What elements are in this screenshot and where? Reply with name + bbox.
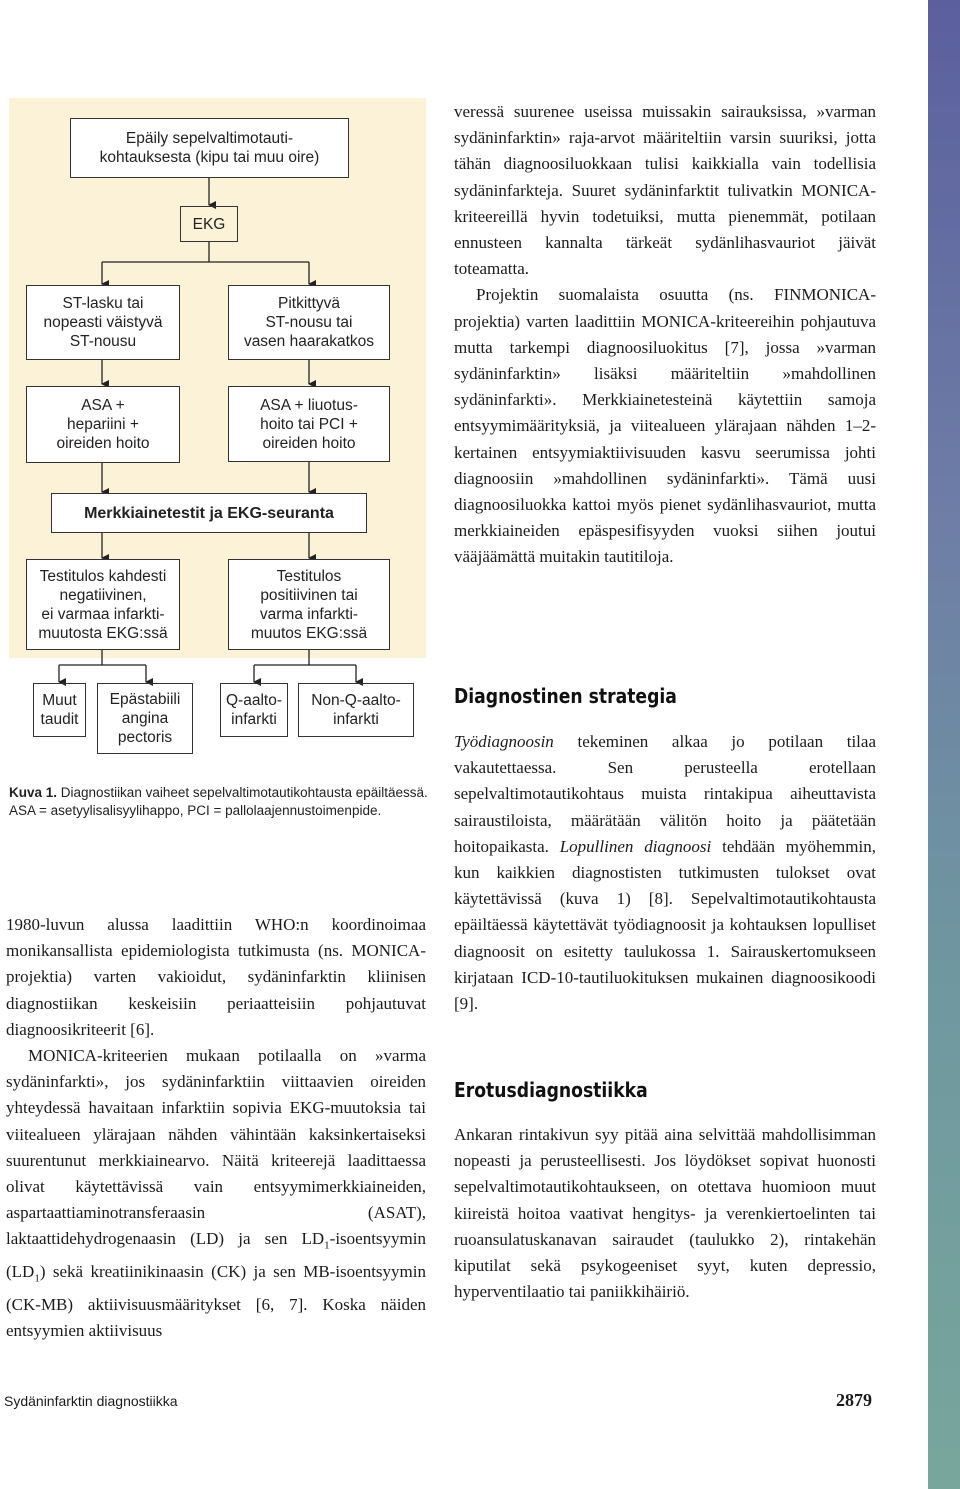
right-paragraph-4: Ankaran rintakivun syy pitää aina selvittää mahdollisimman nopeasti ja perusteellisesti. Jos löydökset sopivat huonosti sepelvaltimotautikohtaukseen, on otettava huomioon muut kiireistä hoitoa vaativat hengitys- ja verenkiertoelinten tai ruoansulatuskanavan sairaudet (taulukko 2), rintakehän kiputilat sekä psykogeeniset syyt, kuten depressio, hyperventilaatio tai paniikkihäiriö. (454, 1125, 876, 1302)
left-column (6, 912, 426, 1344)
unstable-angina-box: Epästabiili angina pectoris (97, 683, 193, 754)
st-elevation-box: Pitkittyvä ST-nousu tai vasen haarakatkos (228, 285, 390, 360)
right-column-middle (454, 729, 876, 1017)
right-paragraph-3 (454, 729, 876, 1017)
left-paragraph-2-part-c: ) sekä kreatiinikinaasin (CK) ja sen MB-isoentsyymin (CK-MB) aktiivisuusmääritykset [6, 7]. Koska näiden entsyymien aktiivisuus (6, 1262, 426, 1340)
ekg-box: EKG (180, 206, 238, 242)
page-number: 2879 (836, 1390, 872, 1410)
left-paragraph-2-part-b: -isoentsyymin (LD (6, 1229, 426, 1282)
test-negative-box: Testitulos kahdesti negatiivinen, ei varmaa infarkti- muutosta EKG:ssä (26, 559, 180, 650)
term-lopullinen-diagnoosi: Lopullinen diagnoosi (559, 836, 712, 856)
non-q-infarct-box: Non-Q-aalto- infarkti (298, 683, 414, 737)
right-paragraph-3-part-a: tekeminen alkaa jo potilaan tilaa vakautettaessa. Sen perusteella erotellaan sepelvaltimotautikohtaus muista rintakipua aiheuttavista sairaustiloista, määrätään välitön hoito ja päätetään hoitopaikasta. (454, 732, 876, 856)
figure-caption (9, 784, 429, 820)
right-paragraph-2: Projektin suomalaista osuutta (ns. FINMONICA-projektia) varten laadittiin MONICA-kriteereihin pohjautuva mutta tarkempi diagnoosiluokitus [7], jossa »varman sydäninfarktin» lisäksi määriteltiin »mahdollinen sydäninfarkti». Merkkiainetesteinä käytettiin samoja entsyymimäärityksiä, ja viitealueen ylärajaan nähden 1–2-kertainen entsyymiaktiivisuuden kasvu seerumissa johti diagnoosiin »mahdollinen sydäninfarkti». Tämä uusi diagnoosiluokka kattoi myös pienet sydänlihasvauriot, mutta merkkiaineiden epäspesifisyyden vuoksi siihen joutui vääjäämättä muitakin tautitiloja. (454, 285, 876, 567)
subscript-1: 1 (324, 1239, 330, 1252)
caption-text: Diagnostiikan vaiheet sepelvaltimotautikohtausta epäiltäessä. ASA = asetyylisalisyylihappo, PCI = pallolaajennustoimenpide. (9, 785, 428, 818)
right-paragraph-3-part-b: tehdään myöhemmin, kun kaikkien diagnostisten tutkimusten tulokset ovat käytettävissä (kuva 1) [8]. Sepelvaltimotautikohtausta epäiltäessä käytettävät työdiagnoosit ja kohtauksen lopulliset diagnoosit on esitetty taulukossa 1. Sairauskertomukseen kirjataan ICD-10-tautiluokituksen mukainen diagnoosikoodi [9]. (454, 836, 876, 1014)
heading-diagnostinen-strategia: Diagnostinen strategia (454, 684, 677, 708)
right-column-bottom (454, 1122, 876, 1305)
st-depression-box: ST-lasku tai nopeasti väistyvä ST-nousu (26, 285, 180, 360)
right-paragraph-1: veressä suurenee useissa muissakin sairauksissa, »varman sydäninfarktin» raja-arvot määriteltiin varsin suuriksi, jotta tähän diagnoosiluokkaan tulisi kaikkialla vain todellisia sydäninfarkteja. Suuret sydäninfarktit tulivatkin MONICA-kriteereillä hyvin todetuiksi, mutta pienemmät, potilaan ennusteen kannalta tärkeät sydänlihasvauriot jäivät toteamatta. (454, 102, 876, 279)
q-infarct-box: Q-aalto- infarkti (220, 683, 288, 737)
side-color-band (928, 0, 960, 1489)
left-paragraph-2-part-a: MONICA-kriteerien mukaan potilaalla on »varma sydäninfarkti», jos sydäninfarktiin viittaavien oireiden yhteydessä havaitaan infarktiin sopivia EKG-muutoksia tai viitealueen ylärajaan nähden vähintään kaksinkertaiseksi suurentunut merkkiainearvo. Näitä kriteerejä laadittaessa olivat käytettävissä vain entsyymimerkkiaineiden, aspartaattiaminotransferaasin (ASAT), laktaattidehydrogenaasin (LD) ja sen LD (6, 1046, 426, 1249)
heading-erotusdiagnostiikka: Erotusdiagnostiikka (454, 1078, 648, 1102)
left-paragraph-2 (6, 1043, 426, 1344)
term-tyodiagnoosi: Työdiagnoosin (454, 732, 554, 751)
left-paragraph-1: 1980-luvun alussa laadittiin WHO:n koordinoimaa monikansallista epidemiologista tutkimusta (ns. MONICA-projektia) varten vakioidut, sydäninfarktin kliinisen diagnostiikan keskeisiin periaatteisiin pohjautuvat diagnoosikriteerit [6]. (6, 915, 426, 1039)
other-diseases-box: Muut taudit (33, 683, 86, 737)
asa-lysis-box: ASA + liuotus- hoito tai PCI + oireiden hoito (228, 386, 390, 462)
right-column-top (454, 99, 876, 571)
footer-title: Sydäninfarktin diagnostiikka (4, 1393, 178, 1409)
caption-label: Kuva 1. (9, 785, 58, 800)
test-positive-box: Testitulos positiivinen tai varma infarkti- muutos EKG:ssä (228, 559, 390, 650)
subscript-2: 1 (34, 1272, 40, 1285)
asa-heparin-box: ASA + hepariini + oireiden hoito (26, 386, 180, 463)
markers-box: Merkkiainetestit ja EKG-seuranta (51, 493, 367, 533)
suspicion-box: Epäily sepelvaltimotauti- kohtauksesta (kipu tai muu oire) (70, 118, 349, 178)
